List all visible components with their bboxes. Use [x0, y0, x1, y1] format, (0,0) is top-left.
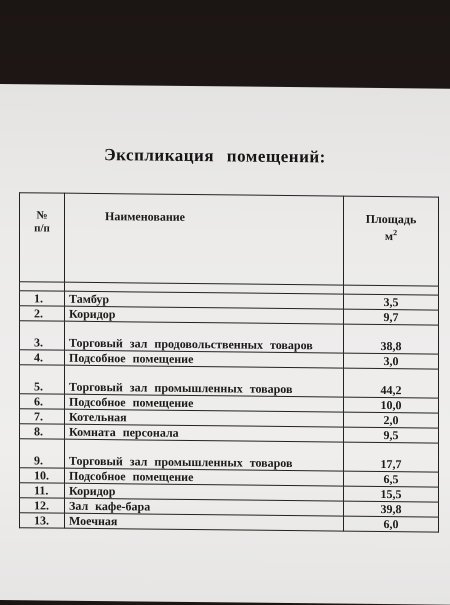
row-area: 39,8	[344, 501, 439, 517]
row-number: 3.	[20, 321, 65, 350]
row-area: 17,7	[344, 442, 439, 472]
row-number: 6.	[20, 394, 65, 409]
table-row	[20, 513, 439, 532]
row-number: 8.	[20, 424, 65, 439]
row-number: 2.	[20, 306, 65, 321]
row-area: 10,0	[344, 397, 439, 413]
table-row	[20, 439, 439, 472]
row-number: 10.	[20, 468, 65, 483]
row-name: Подсобное помещение	[65, 468, 344, 486]
row-name: Зал кафе-бара	[65, 498, 344, 516]
row-name: Подсобное помещение	[65, 394, 344, 412]
row-name: Комната персонала	[65, 424, 344, 442]
row-name: Подсобное помещение	[65, 350, 344, 368]
header-area: Площадь $м^2$	[344, 196, 439, 286]
row-area: 9,7	[344, 309, 439, 325]
row-number: 7.	[20, 409, 65, 424]
row-name: Моечная	[65, 513, 344, 531]
table-row	[20, 321, 439, 354]
row-area: 38,8	[344, 324, 439, 354]
row-number: 1.	[20, 291, 65, 306]
row-name: Торговый зал продовольственных товаров	[65, 321, 344, 353]
row-area: 15,5	[344, 486, 439, 502]
header-number: № п/п	[20, 193, 65, 282]
header-name: Наименование	[65, 193, 344, 285]
row-name: Торговый зал промышленных товаров	[65, 365, 344, 397]
row-number: 12.	[20, 498, 65, 513]
row-name: Коридор	[65, 483, 344, 501]
row-name: Торговый зал промышленных товаров	[65, 439, 344, 471]
row-number: 4.	[20, 350, 65, 365]
row-area: 6,0	[344, 516, 439, 532]
row-area: 6,5	[344, 471, 439, 487]
row-name: Котельная	[65, 409, 344, 427]
table-header-row	[20, 193, 439, 286]
row-number: 5.	[20, 365, 65, 394]
document-sheet	[0, 84, 450, 605]
row-area: 9,5	[344, 427, 439, 443]
row-area: 3,5	[344, 294, 439, 310]
row-area: 2,0	[344, 412, 439, 428]
rooms-table	[19, 192, 439, 532]
row-name: Коридор	[65, 306, 344, 324]
row-number: 11.	[20, 483, 65, 498]
table-row	[20, 365, 439, 398]
row-area: 3,0	[344, 353, 439, 369]
row-number: 13.	[20, 513, 65, 528]
row-area: 44,2	[344, 368, 439, 398]
row-name: Тамбур	[65, 291, 344, 309]
row-number: 9.	[20, 439, 65, 468]
document-title: Экспликация помещений:	[104, 145, 326, 167]
